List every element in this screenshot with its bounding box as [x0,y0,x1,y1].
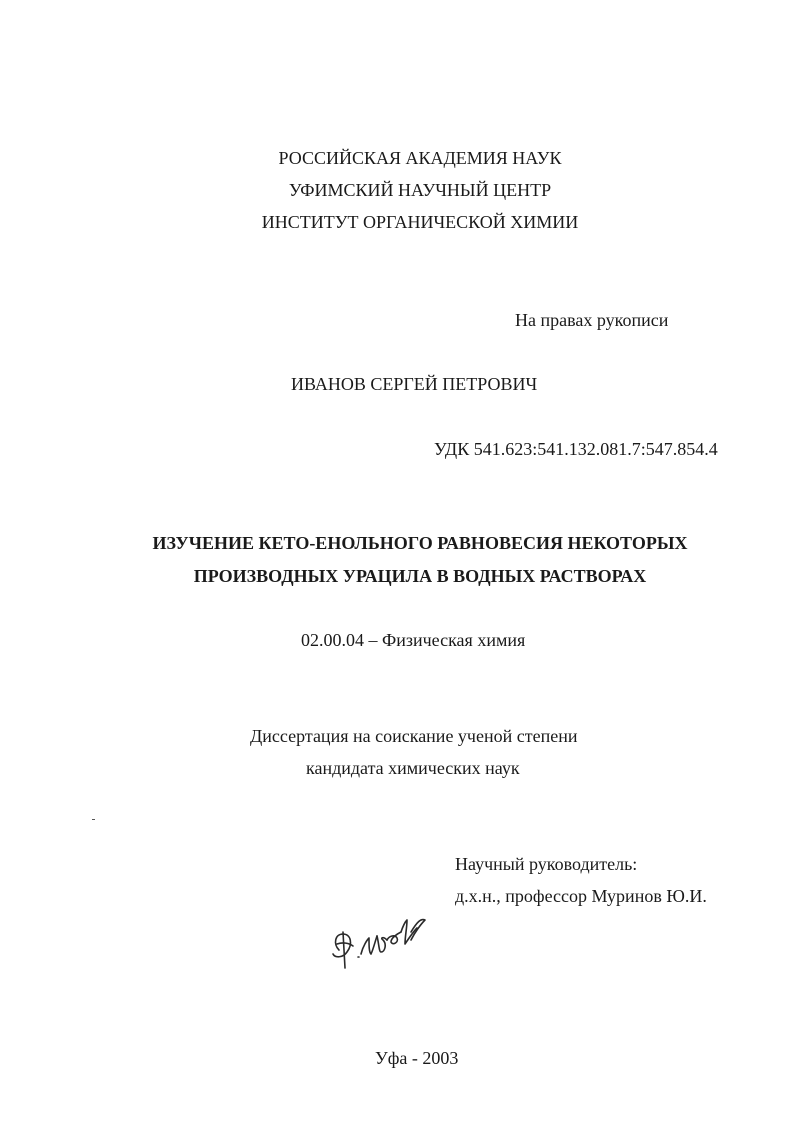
thesis-title-line-2: ПРОИЗВОДНЫХ УРАЦИЛА В ВОДНЫХ РАСТВОРАХ [193,566,647,586]
header-center: УФИМСКИЙ НАУЧНЫЙ ЦЕНТР [288,180,552,200]
thesis-title-line-1: ИЗУЧЕНИЕ КЕТО-ЕНОЛЬНОГО РАВНОВЕСИЯ НЕКОТОРЫХ [152,533,688,553]
supervisor-label: Научный руководитель: [455,854,638,874]
author-name: ИВАНОВ СЕРГЕЙ ПЕТРОВИЧ [291,374,538,394]
city-year: Уфа - 2003 [375,1048,459,1068]
degree-line-2: кандидата химических наук [306,758,520,778]
udk-code: УДК 541.623:541.132.081.7:547.854.4 [434,439,718,459]
handwritten-signature [325,910,435,980]
specialty: 02.00.04 – Физическая химия [301,630,526,650]
supervisor-name: д.х.н., профессор Муринов Ю.И. [455,886,707,906]
header-institute: ИНСТИТУТ ОРГАНИЧЕСКОЙ ХИМИИ [261,212,579,232]
header-academy: РОССИЙСКАЯ АКАДЕМИЯ НАУК [278,148,562,168]
speck [92,819,95,820]
manuscript-note: На правах рукописи [515,310,669,330]
degree-line-1: Диссертация на соискание ученой степени [250,726,578,746]
